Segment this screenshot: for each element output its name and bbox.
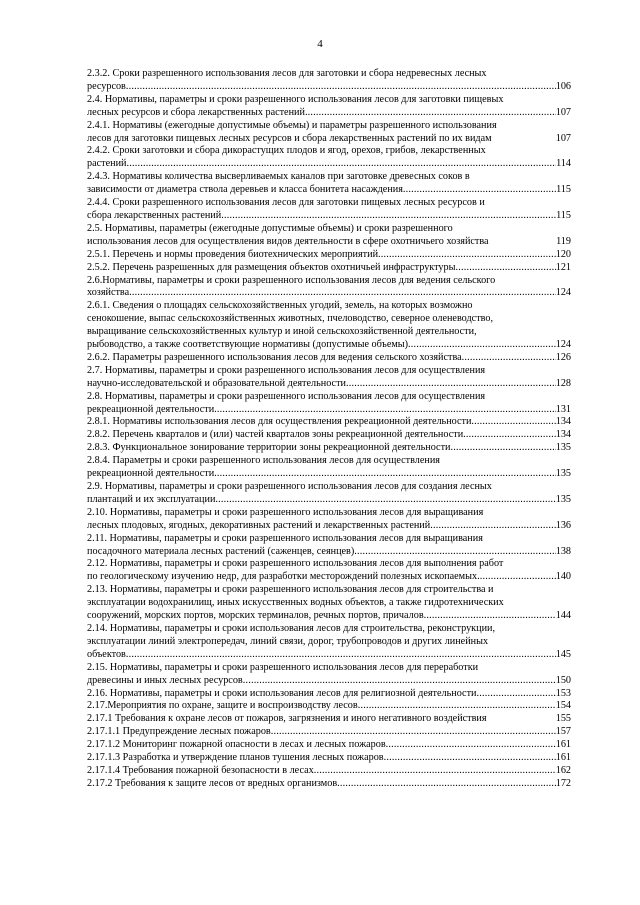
toc-entry[interactable] — [87, 442, 571, 455]
toc-entry-title — [87, 739, 556, 752]
toc-page-number: 106 — [555, 80, 571, 92]
toc-page-number: 134 — [555, 416, 571, 428]
dot-leader — [378, 249, 556, 262]
dot-leader — [126, 158, 556, 171]
toc-entry-title — [87, 442, 556, 455]
toc-page-number: 128 — [555, 377, 571, 389]
dot-leader — [386, 739, 556, 752]
toc-entry-title — [87, 429, 556, 442]
toc-entry-title — [87, 662, 556, 688]
toc-entry-line: 2.4.1. Нормативы (ежегодные допустимые объемы) и параметры разрешенного использования — [87, 119, 497, 131]
dot-leader — [126, 81, 556, 94]
dot-leader — [462, 352, 556, 365]
toc-entry-line: сенокошение, выпас сельскохозяйственных животных, пчеловодство, северное оленеводство, — [87, 313, 494, 325]
toc-entry-title — [87, 275, 556, 301]
toc-entry-line: 2.6.1. Сведения о площадях сельскохозяйственных угодий, земель, на которых возможно — [87, 300, 473, 312]
toc-page-number: 157 — [555, 726, 571, 738]
toc-entry-line: 2.8.2. Перечень кварталов и (или) частей кварталов зоны рекреационной деятельности — [87, 429, 464, 441]
toc-page-number: 161 — [555, 739, 571, 751]
toc-entry-line: 2.13. Нормативы, параметры и сроки разрешенного использования лесов для строительства и — [87, 584, 494, 596]
toc-entry-line: 2.12. Нормативы, параметры и сроки разрешенного использования лесов для выполнения работ — [87, 558, 504, 570]
toc-entry-line: рыбоводство, а также соответствующие нормативы (допустимые объемы) — [87, 339, 409, 351]
toc-entry[interactable] — [87, 171, 571, 197]
toc-entry-line: ресурсов — [87, 80, 126, 92]
toc-entry-line: лесных плодовых, ягодных, декоративных растений и лекарственных растений — [87, 519, 431, 531]
dot-leader — [477, 571, 556, 584]
toc-page-number: 140 — [555, 571, 571, 583]
dot-leader — [214, 404, 556, 417]
toc-entry[interactable] — [87, 300, 571, 352]
toc-entry-line: объектов — [87, 648, 126, 660]
toc-entry-line: 2.5. Нормативы, параметры (ежегодные допустимые объемы) и сроки разрешенного — [87, 222, 453, 234]
toc-page-number: 124 — [555, 287, 571, 299]
toc-page-number: 119 — [556, 235, 571, 247]
toc-entry-line: 2.17.1.2 Мониторинг пожарной опасности в лесах и лесных пожаров — [87, 739, 386, 751]
toc-entry-line: 2.6.Нормативы, параметры и сроки разрешенного использования лесов для ведения сельского — [87, 274, 496, 286]
toc-entry-line: лесов для заготовки пищевых лесных ресурсов и сбора лекарственных растений по их видам — [87, 132, 492, 144]
toc-entry[interactable] — [87, 223, 571, 249]
dot-leader — [129, 287, 556, 300]
toc-entry-line: выращивание сельскохозяйственных культур и иной сельскохозяйственной деятельности, — [87, 326, 477, 338]
toc-entry-line: 2.7. Нормативы, параметры и сроки разрешенного использования лесов для осуществления — [87, 364, 486, 376]
toc-entry-line: 2.8.3. Функциональное зонирование территории зоны рекреационной деятельности — [87, 442, 451, 454]
toc-entry-title — [87, 416, 556, 429]
toc-entry-line: 2.6.2. Параметры разрешенного использования лесов для ведения сельского хозяйства — [87, 351, 462, 363]
toc-entry-title — [87, 365, 556, 391]
toc-entry-line: плантаций и их эксплуатации — [87, 493, 216, 505]
toc-page-number: 162 — [555, 764, 571, 776]
toc-entry-line: эксплуатации водохранилищ, иных искусственных водных объектов, а также гидротехнических — [87, 597, 504, 609]
toc-entry[interactable] — [87, 739, 571, 752]
toc-page-number: 136 — [555, 519, 571, 531]
toc-entry[interactable] — [87, 765, 571, 778]
toc-entry-title — [87, 752, 556, 765]
dot-leader — [358, 700, 556, 713]
toc-entry-line: 2.15. Нормативы, параметры и сроки разрешенного использования лесов для переработки — [87, 661, 479, 673]
toc-entry-title — [87, 68, 556, 94]
toc-page-number: 107 — [555, 132, 571, 144]
table-of-contents — [87, 68, 571, 791]
toc-entry-line: растений — [87, 158, 127, 170]
toc-entry-title — [87, 713, 556, 726]
toc-entry-title — [87, 533, 556, 559]
toc-page-number: 155 — [555, 713, 571, 725]
toc-page-number: 153 — [555, 687, 571, 699]
dot-leader — [450, 442, 555, 455]
toc-entry[interactable] — [87, 352, 571, 365]
toc-entry[interactable] — [87, 688, 571, 701]
toc-entry[interactable] — [87, 700, 571, 713]
toc-entry-line: зависимости от диаметра ствола деревьев и класса бонитета насаждения — [87, 184, 403, 196]
toc-entry-title — [87, 558, 556, 584]
dot-leader — [424, 610, 556, 623]
toc-entry[interactable] — [87, 507, 571, 533]
toc-page-number: 138 — [555, 545, 571, 557]
toc-entry-line: 2.11. Нормативы, параметры и сроки разрешенного использования лесов для выращивания — [87, 532, 483, 544]
toc-page-number: 154 — [555, 700, 571, 712]
toc-entry-line: научно-исследовательской и образовательной деятельности — [87, 377, 346, 389]
toc-entry-line: 2.4.2. Сроки заготовки и сбора дикорастущих плодов и ягод, орехов, грибов, лекарственных — [87, 145, 486, 157]
dot-leader — [476, 688, 555, 701]
toc-entry-title — [87, 481, 556, 507]
toc-entry-title — [87, 223, 556, 249]
toc-page-number: 115 — [556, 184, 571, 196]
toc-entry-line: хозяйства — [87, 287, 130, 299]
toc-page-number: 135 — [555, 468, 571, 480]
toc-entry-line: 2.17.1 Требования к охране лесов от пожаров, загрязнения и иного негативного воздействия — [87, 713, 487, 725]
toc-entry[interactable] — [87, 197, 571, 223]
toc-entry-line: рекреационной деятельности — [87, 468, 215, 480]
toc-entry-title — [87, 778, 556, 791]
toc-entry-line: рекреационной деятельности — [87, 403, 215, 415]
toc-entry[interactable] — [87, 778, 571, 791]
toc-page-number: 114 — [556, 158, 571, 170]
toc-entry[interactable] — [87, 120, 571, 146]
toc-entry-title — [87, 688, 556, 701]
dot-leader — [455, 262, 555, 275]
toc-entry[interactable] — [87, 262, 571, 275]
toc-page-number: 120 — [555, 248, 571, 260]
toc-entry-line: 2.17.2 Требования к защите лесов от вредных организмов — [87, 777, 338, 789]
toc-page-number: 144 — [555, 610, 571, 622]
toc-entry[interactable] — [87, 726, 571, 739]
dot-leader — [126, 649, 556, 662]
toc-entry[interactable] — [87, 584, 571, 623]
dot-leader — [471, 416, 555, 429]
toc-entry-line: древесины и иных лесных ресурсов — [87, 674, 243, 686]
toc-entry-title — [87, 455, 556, 481]
toc-entry-line: 2.10. Нормативы, параметры и сроки разрешенного использования лесов для выращивания — [87, 506, 484, 518]
toc-entry-title — [87, 623, 556, 662]
toc-entry[interactable] — [87, 391, 571, 417]
toc-page-number: 172 — [555, 777, 571, 789]
dot-leader — [463, 429, 556, 442]
toc-page-number: 115 — [556, 209, 571, 221]
toc-entry-title — [87, 94, 556, 120]
toc-entry-line: 2.4.3. Нормативы количества высверливаемых каналов при заготовке древесных соков в — [87, 171, 470, 183]
toc-entry[interactable] — [87, 481, 571, 507]
toc-entry-line: посадочного материала лесных растений (саженцев, сеянцев) — [87, 545, 355, 557]
toc-entry-title — [87, 262, 556, 275]
toc-entry-title — [87, 584, 556, 623]
toc-entry[interactable] — [87, 662, 571, 688]
toc-entry-title — [87, 300, 556, 352]
toc-entry-line: 2.4. Нормативы, параметры и сроки разрешенного использования лесов для заготовки пищевых — [87, 93, 504, 105]
toc-entry[interactable] — [87, 752, 571, 765]
toc-entry-title — [87, 765, 556, 778]
toc-page-number: 135 — [555, 493, 571, 505]
toc-page-number: 145 — [555, 648, 571, 660]
dot-leader — [214, 468, 556, 481]
toc-entry-line: 2.5.2. Перечень разрешенных для размещения объектов охотничьей инфраструктуры — [87, 261, 456, 273]
toc-entry-line: 2.3.2. Сроки разрешенного использования лесов для заготовки и сбора недревесных лесных — [87, 68, 487, 79]
toc-entry[interactable] — [87, 623, 571, 662]
dot-leader — [271, 726, 556, 739]
dot-leader — [243, 675, 556, 688]
toc-entry-line: эксплуатации линий электропередач, линий связи, дорог, трубопроводов и других линейных — [87, 635, 489, 647]
toc-entry-line: 2.14. Нормативы, параметры и сроки использования лесов для строительства, реконструкции, — [87, 622, 496, 634]
toc-entry-line: 2.17.Мероприятия по охране, защите и воспроизводству лесов — [87, 700, 358, 712]
dot-leader — [384, 752, 556, 765]
dot-leader — [314, 765, 556, 778]
toc-page-number: 107 — [555, 106, 571, 118]
toc-entry-line: использования лесов для осуществления видов деятельности в сфере охотничьего хозяйства — [87, 235, 489, 247]
dot-leader — [346, 378, 556, 391]
dot-leader — [354, 546, 555, 559]
toc-entry-title — [87, 507, 556, 533]
toc-entry[interactable] — [87, 429, 571, 442]
dot-leader — [305, 107, 556, 120]
toc-page-number: 135 — [555, 442, 571, 454]
toc-entry-line: лесных ресурсов и сбора лекарственных растений — [87, 106, 305, 118]
toc-page-number: 150 — [555, 674, 571, 686]
toc-page-number: 121 — [555, 261, 571, 273]
toc-entry[interactable] — [87, 68, 571, 94]
toc-entry-title — [87, 145, 556, 171]
toc-entry-title — [87, 249, 556, 262]
toc-entry[interactable] — [87, 365, 571, 391]
toc-entry-line: 2.16. Нормативы, параметры и сроки использования лесов для религиозной деятельности — [87, 687, 477, 699]
toc-page-number: 161 — [555, 752, 571, 764]
toc-entry-title — [87, 197, 556, 223]
toc-entry-title — [87, 726, 556, 739]
toc-entry-title — [87, 352, 556, 365]
toc-entry[interactable] — [87, 455, 571, 481]
page-number: 4 — [317, 38, 323, 50]
toc-entry-line: 2.17.1.1 Предупреждение лесных пожаров — [87, 726, 271, 738]
toc-entry[interactable] — [87, 713, 571, 726]
toc-entry[interactable] — [87, 558, 571, 584]
toc-page-number: 134 — [555, 429, 571, 441]
dot-leader — [215, 494, 555, 507]
toc-entry[interactable] — [87, 416, 571, 429]
toc-entry-line: 2.4.4. Сроки разрешенного использования лесов для заготовки пищевых лесных ресурсов и — [87, 197, 485, 209]
toc-entry-line: 2.8.1. Нормативы использования лесов для осуществления рекреационной деятельности — [87, 416, 472, 428]
toc-entry-line: по геологическому изучению недр, для разработки месторождений полезных ископаемых — [87, 571, 478, 583]
toc-entry-line: 2.8. Нормативы, параметры и сроки разрешенного использования лесов для осуществления — [87, 390, 486, 402]
toc-entry[interactable] — [87, 249, 571, 262]
dot-leader — [408, 339, 556, 352]
toc-entry-line: 2.17.1.3 Разработка и утверждение планов тушения лесных пожаров — [87, 752, 384, 764]
toc-page-number: 124 — [555, 339, 571, 351]
toc-entry[interactable] — [87, 533, 571, 559]
toc-page-number: 126 — [555, 351, 571, 363]
toc-entry-line: 2.9. Нормативы, параметры и сроки разрешенного использования лесов для создания лесных — [87, 481, 492, 492]
toc-entry-line: 2.8.4. Параметры и сроки разрешенного использования лесов для осуществления — [87, 455, 440, 467]
toc-entry-line: 2.5.1. Перечень и нормы проведения биотехнических мероприятий — [87, 248, 379, 260]
toc-page-number: 131 — [555, 403, 571, 415]
dot-leader — [430, 520, 556, 533]
toc-entry[interactable] — [87, 94, 571, 120]
toc-entry-title — [87, 171, 556, 197]
toc-entry-title — [87, 700, 556, 713]
toc-entry-title — [87, 391, 556, 417]
toc-entry-title — [87, 120, 556, 146]
toc-entry[interactable] — [87, 275, 571, 301]
toc-entry-line: 2.17.1.4 Требования пожарной безопасности в лесах — [87, 764, 314, 776]
toc-entry-line: сооружений, морских портов, морских терминалов, речных портов, причалов — [87, 610, 424, 622]
dot-leader — [403, 184, 556, 197]
dot-leader — [221, 210, 556, 223]
toc-entry-line: сбора лекарственных растений — [87, 209, 222, 221]
toc-entry[interactable] — [87, 145, 571, 171]
dot-leader — [337, 778, 556, 791]
